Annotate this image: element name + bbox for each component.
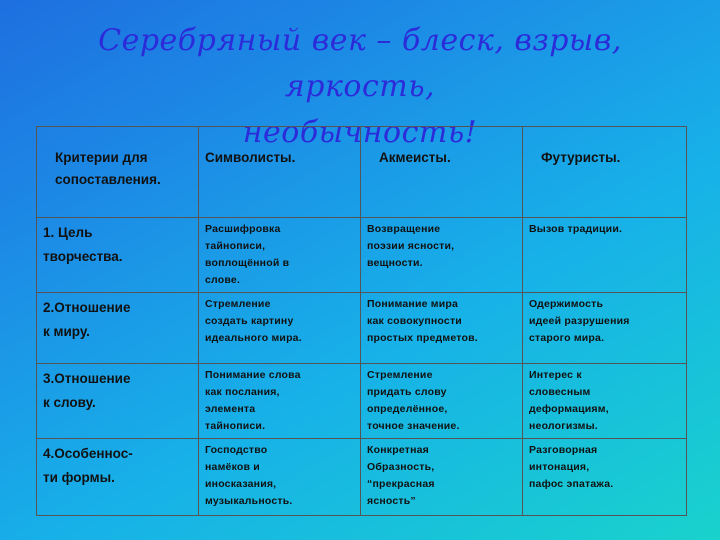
title-line-1: Серебряный век – блеск, взрыв, яркость, bbox=[98, 23, 622, 104]
table-cell-symbolists: Господство намёков и иносказания, музыкальность. bbox=[199, 439, 361, 516]
row-criterion: 4.Особеннос- ти формы. bbox=[37, 439, 199, 516]
table-cell-symbolists: Расшифровка тайнописи, воплощённой в слове. bbox=[199, 218, 361, 293]
row-criterion: 3.Отношение к слову. bbox=[37, 364, 199, 439]
table-row bbox=[37, 293, 687, 364]
table-cell-acmeists: Стремление придать слову определённое, точное значение. bbox=[361, 364, 523, 439]
table-cell-futurists: Одержимость идеей разрушения старого мира. bbox=[523, 293, 687, 364]
table-cell-acmeists: Возвращение поэзии ясности, вещности. bbox=[361, 218, 523, 293]
table-cell-futurists: Вызов традиции. bbox=[523, 218, 687, 293]
header-acmeists: Акмеисты. bbox=[361, 127, 523, 218]
header-futurists: Футуристы. bbox=[523, 127, 687, 218]
table-header-row bbox=[37, 127, 687, 218]
comparison-table bbox=[36, 126, 687, 516]
table-cell-symbolists: Понимание слова как послания, элемента тайнописи. bbox=[199, 364, 361, 439]
table-cell-futurists: Разговорная интонация, пафос эпатажа. bbox=[523, 439, 687, 516]
header-criteria: Критерии для сопоставления. bbox=[37, 127, 199, 218]
table-cell-acmeists: Понимание мира как совокупности простых предметов. bbox=[361, 293, 523, 364]
table-cell-symbolists: Стремление создать картину идеального мира. bbox=[199, 293, 361, 364]
title-line-2: необычность! bbox=[242, 115, 478, 150]
row-criterion: 1. Цель творчества. bbox=[37, 218, 199, 293]
header-symbolists: Символисты. bbox=[199, 127, 361, 218]
table-row bbox=[37, 364, 687, 439]
table-cell-acmeists: Конкретная Образность, “прекрасная ясность” bbox=[361, 439, 523, 516]
table-row bbox=[37, 218, 687, 293]
table-row bbox=[37, 439, 687, 516]
table-cell-futurists: Интерес к словесным деформациям, неологизмы. bbox=[523, 364, 687, 439]
row-criterion: 2.Отношение к миру. bbox=[37, 293, 199, 364]
